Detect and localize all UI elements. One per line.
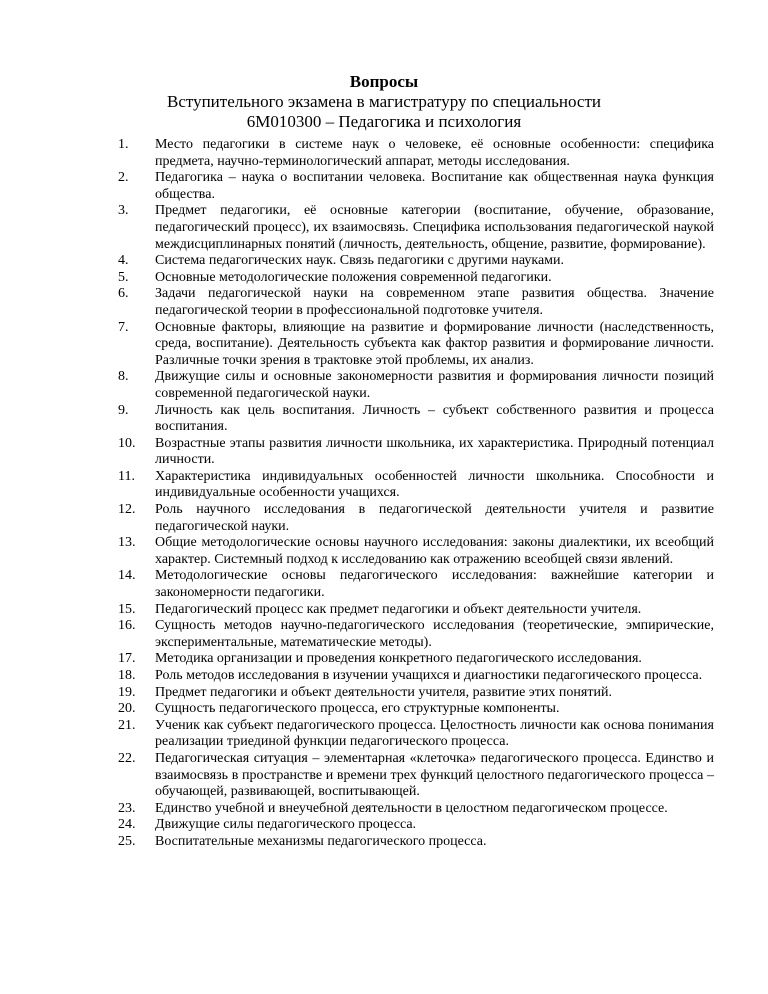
question-item (118, 701, 714, 718)
question-number: 14. (118, 568, 136, 584)
question-text: Задачи педагогической науки на современном этапе развития общества. Значение педагогической теории в профессиональной подготовке учителя. (155, 286, 714, 318)
question-item (118, 651, 714, 668)
question-text: Педагогическая ситуация – элементарная «клеточка» педагогического процесса. Единство и взаимосвязь в пространстве и времени трех функций целостного педагогического процесса – обучающей, развивающей, воспитывающей. (155, 750, 714, 800)
question-text: Роль методов исследования в изучении учащихся и диагностики педагогического процесса. (155, 668, 703, 683)
question-number: 5. (118, 269, 129, 285)
question-text: Общие методологические основы научного исследования: законы диалектики, их всеобщий характер. Системный подход к исследованию как отражению всеобщей связи явлений. (155, 535, 714, 567)
question-number: 13. (118, 535, 136, 551)
question-text: Сущность методов научно-педагогического исследования (теоретические, эмпирические, экспериментальные, математические методы). (155, 618, 714, 650)
question-item (118, 535, 714, 568)
question-text: Воспитательные механизмы педагогического процесса. (155, 833, 487, 849)
question-text: Возрастные этапы развития личности школьника, их характеристика. Природный потенциал личности. (155, 435, 714, 468)
question-number: 24. (118, 817, 136, 833)
question-item (118, 568, 714, 601)
question-number: 11. (118, 468, 135, 484)
question-number: 19. (118, 684, 136, 700)
question-item (118, 718, 714, 751)
question-number: 2. (118, 170, 129, 186)
question-item (118, 668, 714, 685)
question-number: 3. (118, 203, 129, 219)
question-number: 20. (118, 701, 136, 717)
question-text: Система педагогических наук. Связь педагогики с другими науками. (155, 253, 565, 269)
question-item (118, 618, 714, 651)
question-text: Движущие силы и основные закономерности развития и формирования личности позиций современной педагогической науки. (155, 369, 714, 401)
question-text: Предмет педагогики и объект деятельности учителя, развитие этих понятий. (155, 684, 612, 700)
question-text: Основные методологические положения современной педагогики. (155, 269, 552, 285)
question-text: Движущие силы педагогического процесса. (155, 817, 417, 833)
question-item (118, 286, 714, 319)
question-item (118, 685, 714, 702)
question-text: Личность как цель воспитания. Личность – субъект собственного развития и процесса воспитания. (155, 402, 714, 435)
question-item (118, 403, 714, 436)
question-item (118, 602, 714, 619)
question-number: 8. (118, 369, 129, 385)
question-item (118, 502, 714, 535)
question-text: Методологические основы педагогического исследования: важнейшие категории и закономерности педагогики. (155, 568, 714, 601)
question-text: Характеристика индивидуальных особенностей личности школьника. Способности и индивидуальные особенности учащихся. (155, 468, 714, 501)
question-text: Сущность педагогического процесса, его структурные компоненты. (155, 701, 560, 717)
question-number: 1. (118, 137, 129, 152)
question-item (118, 834, 714, 851)
question-item (118, 369, 714, 402)
question-number: 21. (118, 717, 136, 733)
question-number: 23. (118, 800, 136, 816)
question-item (118, 469, 714, 502)
question-item (118, 253, 714, 270)
question-text: Основные факторы, влияющие на развитие и формирование личности (наследственность, среда, воспитание). Деятельность субъекта как фактор развития и формирование личности. Различные точки зрения в трактовке этой проблемы, их анализ. (155, 319, 714, 368)
question-item (118, 137, 714, 170)
question-item (118, 170, 714, 203)
question-list (118, 137, 714, 851)
question-text: Методика организации и проведения конкретного педагогического исследования. (155, 651, 642, 667)
question-item (118, 751, 714, 801)
question-number: 9. (118, 402, 129, 418)
question-text: Ученик как субъект педагогического процесса. Целостность личности как основа понимания реализации триединой функции педагогического процесса. (155, 717, 714, 750)
question-number: 25. (118, 833, 136, 849)
question-text: Предмет педагогики, её основные категории (воспитание, обучение, образование, педагогический процесс), их взаимосвязь. Специфика использования педагогической наукой междисциплинарных понятий (личность, деятельность, общение, развитие, формирование). (155, 203, 714, 252)
question-text: Место педагогики в системе наук о человеке, её основные особенности: специфика предмета, научно-терминологический аппарат, методы исследования. (155, 137, 714, 169)
question-item (118, 436, 714, 469)
question-item (118, 270, 714, 287)
question-item (118, 320, 714, 370)
question-item (118, 801, 714, 818)
question-number: 10. (118, 435, 136, 451)
question-number: 7. (118, 319, 129, 335)
question-item (118, 203, 714, 253)
document-subtitle: Вступительного экзамена в магистратуру по специальности (167, 92, 601, 111)
question-text: Педагогика – наука о воспитании человека. Воспитание как общественная наука функция общества. (155, 170, 714, 202)
document-header (0, 72, 768, 132)
question-text: Роль научного исследования в педагогической деятельности учителя и развитие педагогической науки. (155, 502, 714, 534)
question-number: 18. (118, 668, 136, 683)
question-number: 17. (118, 651, 136, 667)
question-number: 12. (118, 502, 136, 518)
document-title: Вопросы (349, 72, 419, 91)
question-number: 15. (118, 601, 136, 617)
question-number: 6. (118, 286, 129, 302)
question-number: 16. (118, 618, 136, 634)
question-number: 4. (118, 253, 129, 269)
question-number: 22. (118, 750, 136, 766)
question-text: Единство учебной и внеучебной деятельности в целостном педагогическом процессе. (155, 800, 668, 816)
question-text: Педагогический процесс как предмет педагогики и объект деятельности учителя. (155, 601, 642, 617)
question-item (118, 817, 714, 834)
specialty-line: 6М010300 – Педагогика и психология (246, 112, 522, 131)
